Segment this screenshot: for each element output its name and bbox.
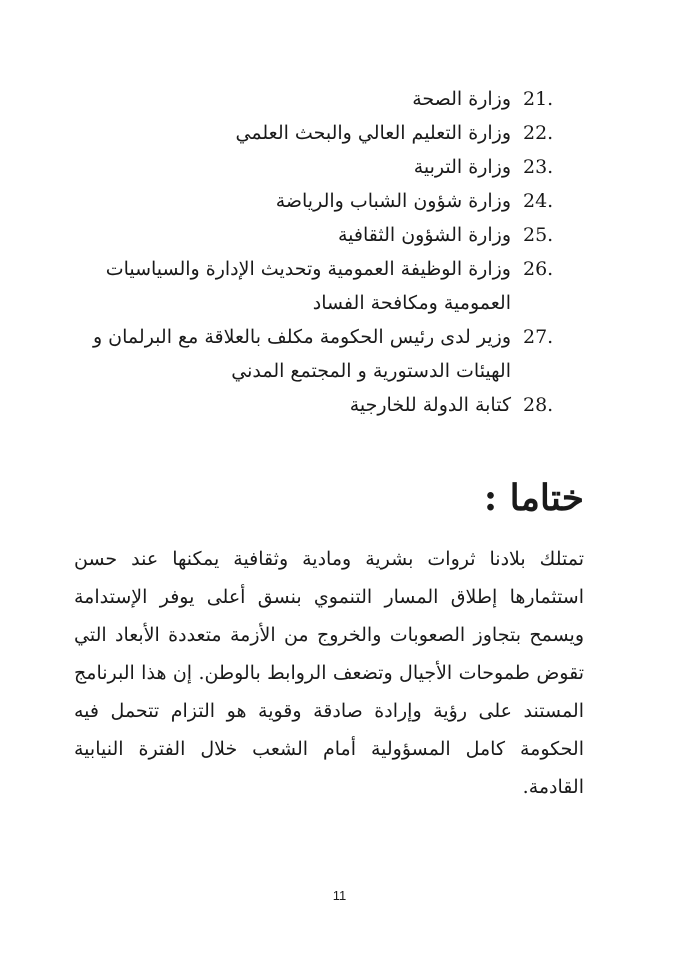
item-text: كتابة الدولة للخارجية <box>349 394 511 416</box>
list-item <box>89 184 559 218</box>
list-item <box>89 116 559 150</box>
item-text: وزارة الصحة <box>412 88 511 110</box>
item-number: 25. <box>523 224 554 246</box>
item-number: 23. <box>523 156 554 178</box>
item-text: وزارة التربية <box>413 156 511 178</box>
ministry-list <box>89 82 559 422</box>
list-item <box>89 252 559 320</box>
item-text: وزارة شؤون الشباب والرياضة <box>275 190 511 212</box>
conclusion-paragraph: تمتلك بلادنا ثروات بشرية ومادية وثقافية يمكنها عند حسن استثمارها إطلاق المسار التنموي بنسق أعلى يوفر الإستدامة ويسمح بتجاوز الصعوبات والخروج من الأزمة متعددة الأبعاد التي تقوض طموحات الأجيال وتضعف الروابط بالوطن. إن هذا البرنامج المستند على رؤية وإرادة صادقة وقوية هو التزام تتحمل فيه الحكومة كامل المسؤولية أمام الشعب خلال الفترة النيابية القادمة. <box>74 548 584 798</box>
item-number: 26. <box>523 258 554 280</box>
item-number: 22. <box>523 122 554 144</box>
page-number: 11 <box>332 888 347 903</box>
item-number: 24. <box>523 190 554 212</box>
list-item <box>89 388 559 422</box>
conclusion-heading: ختاما : <box>483 477 584 519</box>
item-number: 28. <box>523 394 554 416</box>
list-item <box>89 320 559 388</box>
item-text: وزارة التعليم العالي والبحث العلمي <box>235 122 511 144</box>
item-text: وزارة الوظيفة العمومية وتحديث الإدارة والسياسيات العمومية ومكافحة الفساد <box>105 258 511 314</box>
item-number: 27. <box>523 326 554 348</box>
item-number: 21. <box>523 88 554 110</box>
item-text: وزارة الشؤون الثقافية <box>337 224 511 246</box>
list-item <box>89 150 559 184</box>
list-item <box>89 82 559 116</box>
item-text: وزير لدى رئيس الحكومة مكلف بالعلاقة مع البرلمان و الهيئات الدستورية و المجتمع المدني <box>92 326 511 382</box>
list-item <box>89 218 559 252</box>
